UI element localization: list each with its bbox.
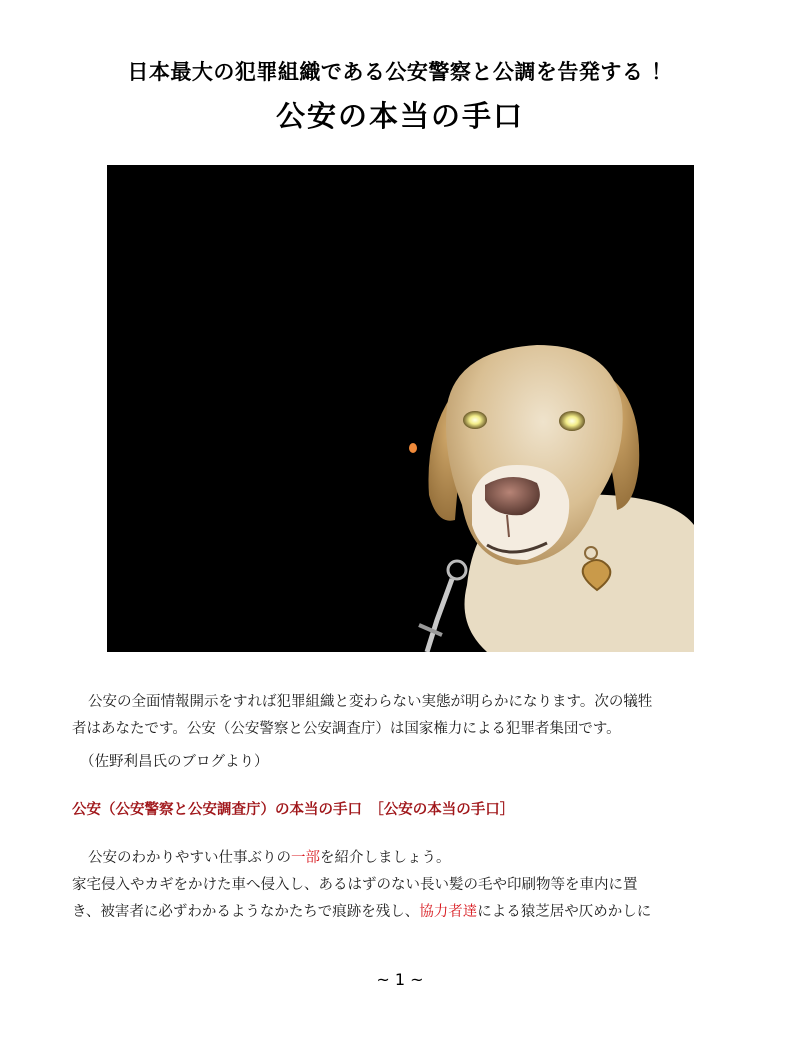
document-subtitle: 公安の本当の手口 [275,99,524,133]
body-line-1 [72,845,732,872]
page-number: ~ 1 ~ [376,970,424,989]
body-line-3 [72,899,732,926]
body-paragraph [72,845,732,926]
body-text: 公安のわかりやすい仕事ぶりの [88,850,291,866]
dog-photo [107,165,694,652]
source-note: （佐野利昌氏のブログより） [80,754,269,770]
intro-paragraph [72,689,732,743]
body-line-2: 家宅侵入やカギをかけた車へ侵入し、あるはずのない長い髪の毛や印刷物等を車内に置 [72,877,638,893]
body-text: を紹介しましょう。 [320,850,451,866]
highlight-text: 協力者達 [419,904,478,920]
highlight-text: 一部 [291,850,320,866]
body-text: による猿芝居や仄めかしに [477,904,652,920]
section-heading: 公安（公安警察と公安調査庁）の本当の手口 ［公安の本当の手口］ [72,802,515,818]
intro-line-2: 者はあなたです。公安（公安警察と公安調査庁）は国家権力による犯罪者集団です。 [72,721,621,737]
intro-line-1: 公安の全面情報開示をすれば犯罪組織と変わらない実態が明らかになります。次の犠牲 [88,694,653,710]
document-title: 日本最大の犯罪組織である公安警察と公調を告発する ！ [127,60,673,84]
body-text: き、被害者に必ずわかるようなかたちで痕跡を残し、 [72,904,420,920]
